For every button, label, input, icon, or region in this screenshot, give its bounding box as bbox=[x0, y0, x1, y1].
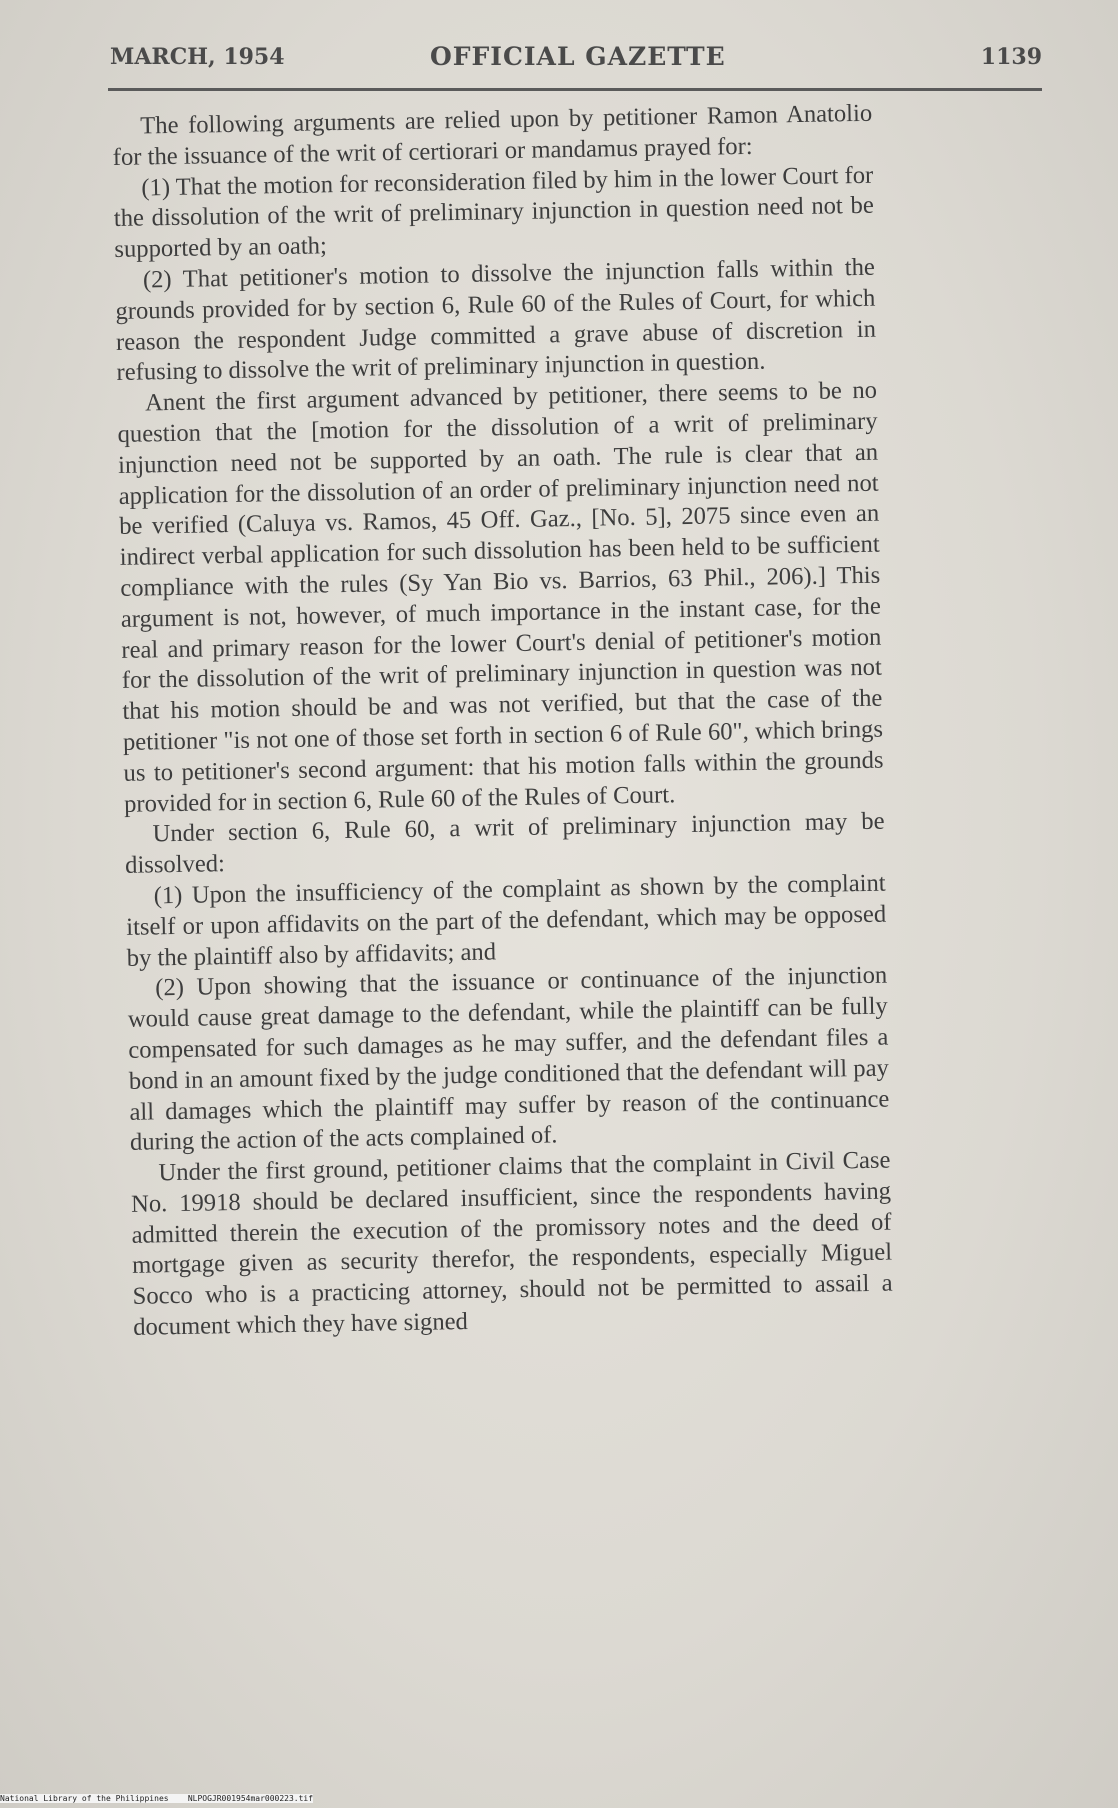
paragraph: (2) Upon showing that the issuance or continuance of the injunction would cause great damage to the defendant, while the plaintiff can be fully compensated for such damages as he may suffer, and the defendant files a bond in an amount fixed by the judge conditioned that the defendant will pay all damages which the plaintiff may suffer by reason of the continuance during the action of the acts complained of. bbox=[127, 961, 890, 1157]
paragraph: Under section 6, Rule 60, a writ of preliminary injunction may be dissolved: bbox=[124, 807, 885, 880]
page-header bbox=[110, 44, 1042, 84]
scan-footer: National Library of the Philippines NLPOGJR001954mar000223.tif bbox=[0, 1794, 314, 1803]
header-date: MARCH, 1954 bbox=[110, 44, 285, 70]
paragraph: Under the first ground, petitioner claims that the complaint in Civil Case No. 19918 should be declared insufficient, since the respondents having admitted therein the execution of the promissory notes and the deed of mortgage given as security therefor, the respondents, especially Miguel Socco who is a practicing attorney, should not be permitted to assail a document which they have signed bbox=[130, 1146, 893, 1341]
page-number: 1139 bbox=[980, 44, 1042, 70]
paragraph: (2) That petitioner's motion to dissolve the injunction falls within the grounds provided for by section 6, Rule 60 of the Rules of Court, for which reason the respondent Judge committed a grave abuse of discretion in refusing to dissolve the writ of preliminary injunction in question. bbox=[115, 253, 877, 387]
paragraph: The following arguments are relied upon by petitioner Ramon Anatolio for the issuance of the writ of certiorari or mandamus prayed for: bbox=[112, 99, 873, 171]
paragraph: (1) That the motion for reconsideration filed by him in the lower Court for the dissolution of the writ of preliminary injunction in question need not be supported by an oath; bbox=[113, 161, 874, 264]
header-title: OFFICIAL GAZETTE bbox=[430, 42, 726, 71]
paragraph: Anent the first argument advanced by petitioner, there seems to be no question that the [motion for the dissolution of a writ of preliminary injunction need not be supported by an oath. The rule is clear that an application for the dissolution of an order of preliminary injunction need not be verified (Caluya vs. Ramos, 45 Off. Gaz., [No. 5], 2075 since even an indirect verbal application for such dissolution has been held to be sufficient compliance with the rules (Sy Yan Bio vs. Barrios, 63 Phil., 206).] This argument is not, however, of much importance in the instant case, for the real and primary reason for the lower Court's denial of petitioner's motion for the dissolution of the writ of preliminary injunction in question was not that his motion should be and was not verified, but that the case of the petitioner "is not one of those set forth in section 6 of Rule 60", which brings us to petitioner's second argument: that his motion falls within the grounds provided for in section 6, Rule 60 of the Rules of Court. bbox=[117, 376, 884, 818]
header-rule bbox=[108, 88, 1042, 91]
paragraph: (1) Upon the insufficiency of the complaint as shown by the complaint itself or upon affidavits on the part of the defendant, which may be opposed by the plaintiff also by affidavits; and bbox=[125, 869, 887, 972]
body-text bbox=[112, 99, 893, 1344]
